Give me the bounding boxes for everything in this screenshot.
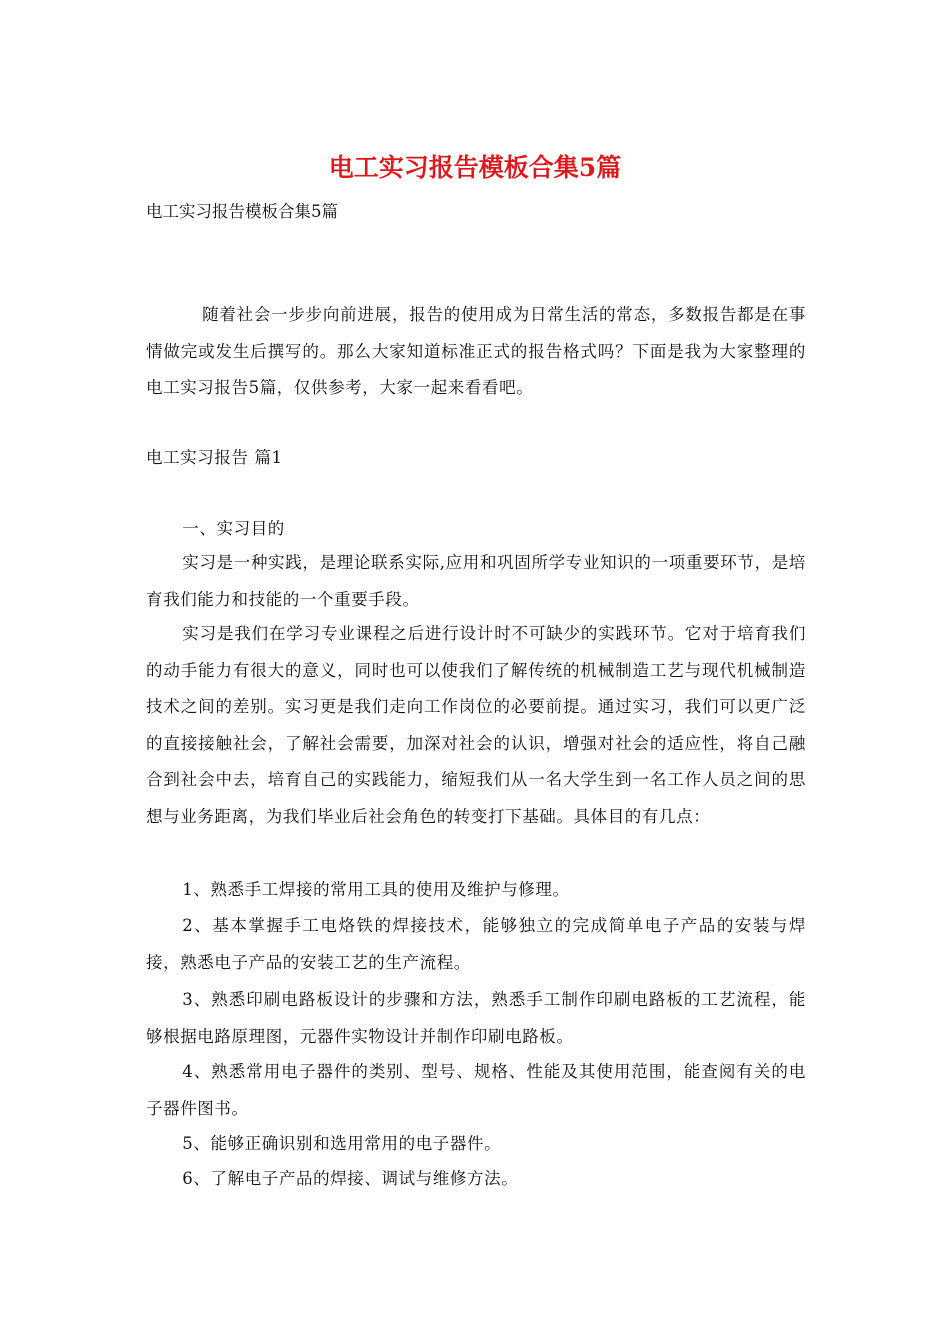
document-title: 电工实习报告模板合集5篇 [328, 153, 622, 182]
list-item: 4、熟悉常用电子器件的类别、型号、规格、性能及其使用范围，能查阅有关的电子器件图书。 [146, 1062, 806, 1118]
document-subtitle: 电工实习报告模板合集5篇 [146, 202, 338, 221]
body-paragraph: 实习是我们在学习专业课程之后进行设计时不可缺少的实践环节。它对于培育我们的动手能力有很大的意义，同时也可以使我们了解传统的机械制造工艺与现代机械制造技术之间的差别。实习更是我们走向工作岗位的必要前提。通过实习，我们可以更广泛的直接接触社会，了解社会需要，加深对社会的认识，增强对社会的适应性，将自己融合到社会中去，培育自己的实践能力，缩短我们从一名大学生到一名工作人员之间的思想与业务距离，为我们毕业后社会角色的转变打下基础。具体目的有几点： [146, 624, 806, 826]
sub-heading: 一、实习目的 [182, 519, 285, 538]
section-heading: 电工实习报告 篇1 [146, 448, 283, 467]
list-item: 2、基本掌握手工电烙铁的焊接技术，能够独立的完成简单电子产品的安装与焊接，熟悉电子产品的安装工艺的生产流程。 [146, 916, 806, 972]
list-item: 1、熟悉手工焊接的常用工具的使用及维护与修理。 [182, 880, 570, 899]
list-item: 5、能够正确识别和选用常用的电子器件。 [182, 1134, 502, 1153]
body-paragraph: 实习是一种实践，是理论联系实际,应用和巩固所学专业知识的一项重要环节，是培育我们能力和技能的一个重要手段。 [146, 553, 806, 609]
list-item: 3、熟悉印刷电路板设计的步骤和方法，熟悉手工制作印刷电路板的工艺流程，能够根据电路原理图，元器件实物设计并制作印刷电路板。 [146, 990, 806, 1046]
intro-paragraph: 随着社会一步步向前进展，报告的使用成为日常生活的常态，多数报告都是在事情做完或发生后撰写的。那么大家知道标准正式的报告格式吗？下面是我为大家整理的电工实习报告5篇，仅供参考，大家一起来看看吧。 [146, 305, 806, 397]
list-item: 6、了解电子产品的焊接、调试与维修方法。 [182, 1169, 519, 1188]
